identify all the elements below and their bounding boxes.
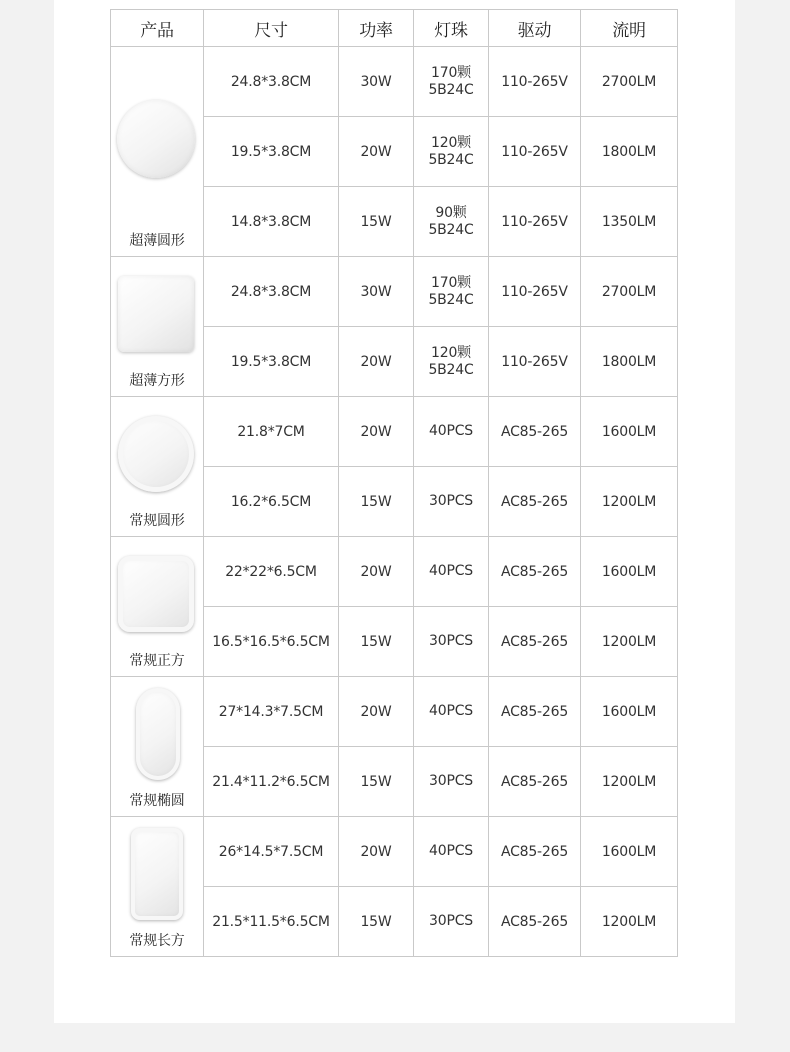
- lumen-cell: 1200LM: [581, 467, 678, 537]
- size-cell: 24.8*3.8CM: [204, 47, 339, 117]
- beads-line: 30PCS: [429, 493, 473, 509]
- power-cell: 20W: [339, 327, 414, 397]
- beads-line: 170颗: [431, 64, 471, 81]
- drive-cell: AC85-265: [489, 747, 581, 817]
- header-beads: 灯珠: [414, 10, 489, 47]
- product-name: 常规圆形: [129, 513, 185, 529]
- drive-cell: 110-265V: [489, 257, 581, 327]
- lumen-cell: 1200LM: [581, 887, 678, 957]
- lumen-cell: 1200LM: [581, 747, 678, 817]
- drive-cell: AC85-265: [489, 467, 581, 537]
- drive-cell: AC85-265: [489, 677, 581, 747]
- lumen-cell: 1600LM: [581, 397, 678, 467]
- product-name: 超薄方形: [129, 373, 185, 389]
- size-cell: 14.8*3.8CM: [204, 187, 339, 257]
- ultra-thin-square-light-icon: [118, 276, 194, 352]
- product-cell: [111, 677, 204, 817]
- power-cell: 20W: [339, 397, 414, 467]
- beads-cell: [414, 747, 489, 817]
- drive-cell: 110-265V: [489, 327, 581, 397]
- beads-line: 40PCS: [429, 703, 473, 719]
- size-cell: 21.5*11.5*6.5CM: [204, 887, 339, 957]
- product-name: 超薄圆形: [129, 233, 185, 249]
- power-cell: 15W: [339, 187, 414, 257]
- lumen-cell: 1600LM: [581, 537, 678, 607]
- lumen-cell: 1600LM: [581, 677, 678, 747]
- beads-line: 5B24C: [428, 361, 474, 378]
- size-cell: 19.5*3.8CM: [204, 117, 339, 187]
- table-row: [111, 47, 678, 117]
- product-cell: [111, 397, 204, 537]
- table-row: [111, 397, 678, 467]
- lumen-cell: 1200LM: [581, 607, 678, 677]
- beads-cell: [414, 327, 489, 397]
- beads-line: 5B24C: [428, 151, 474, 168]
- table-row: [111, 257, 678, 327]
- product-cell: [111, 817, 204, 957]
- product-name: 常规长方: [129, 933, 185, 949]
- lumen-cell: 1600LM: [581, 817, 678, 887]
- beads-cell: [414, 467, 489, 537]
- drive-cell: AC85-265: [489, 887, 581, 957]
- size-cell: 21.8*7CM: [204, 397, 339, 467]
- beads-cell: [414, 537, 489, 607]
- power-cell: 20W: [339, 117, 414, 187]
- lumen-cell: 1800LM: [581, 117, 678, 187]
- lumen-cell: 1350LM: [581, 187, 678, 257]
- size-cell: 27*14.3*7.5CM: [204, 677, 339, 747]
- beads-cell: [414, 887, 489, 957]
- header-drive: 驱动: [489, 10, 581, 47]
- beads-line: 120颗: [431, 134, 471, 151]
- beads-cell: [414, 257, 489, 327]
- regular-rectangle-light-icon: [131, 828, 183, 920]
- regular-square-light-icon: [118, 556, 194, 632]
- beads-line: 30PCS: [429, 913, 473, 929]
- drive-cell: AC85-265: [489, 537, 581, 607]
- beads-cell: [414, 677, 489, 747]
- product-name: 常规椭圆: [129, 793, 185, 809]
- size-cell: 24.8*3.8CM: [204, 257, 339, 327]
- table-row: [111, 677, 678, 747]
- size-cell: 16.5*16.5*6.5CM: [204, 607, 339, 677]
- lumen-cell: 1800LM: [581, 327, 678, 397]
- drive-cell: AC85-265: [489, 817, 581, 887]
- power-cell: 20W: [339, 677, 414, 747]
- drive-cell: 110-265V: [489, 187, 581, 257]
- size-cell: 19.5*3.8CM: [204, 327, 339, 397]
- header-size: 尺寸: [204, 10, 339, 47]
- drive-cell: AC85-265: [489, 397, 581, 467]
- size-cell: 22*22*6.5CM: [204, 537, 339, 607]
- power-cell: 30W: [339, 257, 414, 327]
- size-cell: 26*14.5*7.5CM: [204, 817, 339, 887]
- beads-line: 5B24C: [428, 221, 474, 238]
- beads-line: 170颗: [431, 274, 471, 291]
- beads-line: 40PCS: [429, 423, 473, 439]
- beads-line: 30PCS: [429, 633, 473, 649]
- beads-cell: [414, 607, 489, 677]
- product-spec-table: [110, 9, 678, 957]
- power-cell: 30W: [339, 47, 414, 117]
- header-product: 产品: [111, 10, 204, 47]
- beads-cell: [414, 817, 489, 887]
- beads-line: 120颗: [431, 344, 471, 361]
- beads-line: 40PCS: [429, 843, 473, 859]
- beads-line: 30PCS: [429, 773, 473, 789]
- ultra-thin-round-light-icon: [117, 100, 195, 178]
- beads-cell: [414, 117, 489, 187]
- power-cell: 15W: [339, 607, 414, 677]
- regular-oval-light-icon: [136, 688, 180, 780]
- product-cell: [111, 537, 204, 677]
- lumen-cell: 2700LM: [581, 47, 678, 117]
- size-cell: 16.2*6.5CM: [204, 467, 339, 537]
- drive-cell: 110-265V: [489, 117, 581, 187]
- regular-round-light-icon: [118, 416, 194, 492]
- beads-line: 90颗: [435, 204, 467, 221]
- size-cell: 21.4*11.2*6.5CM: [204, 747, 339, 817]
- power-cell: 15W: [339, 747, 414, 817]
- power-cell: 20W: [339, 537, 414, 607]
- table-row: [111, 537, 678, 607]
- header-lumen: 流明: [581, 10, 678, 47]
- header-row: [111, 10, 678, 47]
- product-name: 常规正方: [129, 653, 185, 669]
- power-cell: 15W: [339, 887, 414, 957]
- beads-line: 5B24C: [428, 81, 474, 98]
- beads-cell: [414, 187, 489, 257]
- lumen-cell: 2700LM: [581, 257, 678, 327]
- beads-cell: [414, 47, 489, 117]
- power-cell: 20W: [339, 817, 414, 887]
- header-power: 功率: [339, 10, 414, 47]
- drive-cell: AC85-265: [489, 607, 581, 677]
- product-cell: [111, 257, 204, 397]
- beads-cell: [414, 397, 489, 467]
- product-cell: [111, 47, 204, 257]
- drive-cell: 110-265V: [489, 47, 581, 117]
- beads-line: 40PCS: [429, 563, 473, 579]
- table-row: [111, 817, 678, 887]
- power-cell: 15W: [339, 467, 414, 537]
- beads-line: 5B24C: [428, 291, 474, 308]
